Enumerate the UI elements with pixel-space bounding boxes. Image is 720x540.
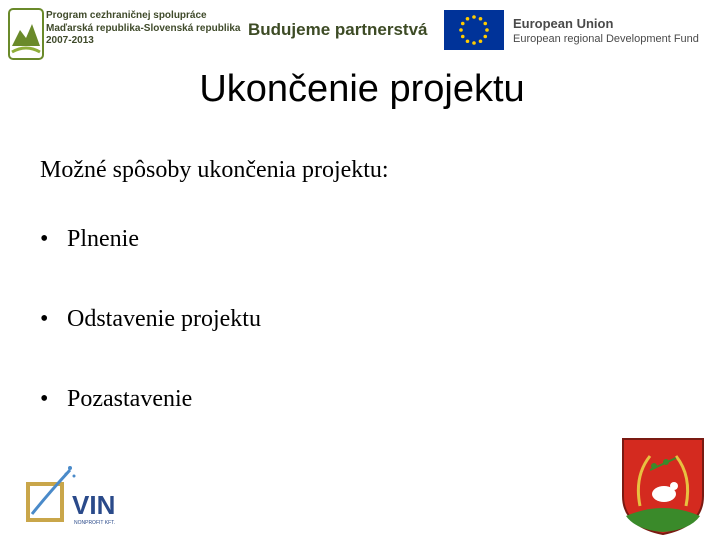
eu-star-icon: [479, 17, 483, 21]
slide-title-text: Ukončenie projektu: [199, 68, 525, 110]
bullet-text: Plnenie: [67, 226, 139, 252]
eu-star-icon: [461, 35, 465, 39]
bullet-icon: •: [40, 386, 49, 412]
eu-star-icon: [485, 28, 489, 32]
slide-title: [0, 68, 720, 111]
vin-logo-text: VIN: [72, 490, 116, 520]
program-line-2: Maďarská republika-Slovenská republika: [46, 22, 241, 34]
eu-star-icon: [479, 39, 483, 43]
eu-star-icon: [461, 22, 465, 26]
header-logos: [0, 0, 720, 66]
eu-star-icon: [483, 35, 487, 39]
eu-title: European Union: [513, 16, 614, 31]
vin-logo-sub: NONPROFIT KFT.: [74, 520, 116, 526]
program-text: [46, 10, 241, 48]
eu-star-icon: [472, 15, 476, 19]
program-line-3: 2007-2013: [46, 35, 94, 46]
vin-logo-icon: [26, 464, 146, 528]
slide-subtitle: Možné spôsoby ukončenia projektu:: [40, 157, 389, 183]
eu-star-icon: [466, 39, 470, 43]
bullet-text: Odstavenie projektu: [67, 306, 261, 332]
partnership-slogan: Budujeme partnerstvá: [248, 20, 428, 39]
bullet-icon: •: [40, 306, 49, 332]
eu-star-icon: [466, 17, 470, 21]
eu-star-icon: [483, 22, 487, 26]
bullet-text: Pozastavenie: [67, 386, 193, 412]
coat-of-arms-icon: [620, 436, 706, 536]
eu-subtitle: European regional Development Fund: [513, 33, 699, 45]
bullet-icon: •: [40, 226, 49, 252]
eu-star-icon: [472, 41, 476, 45]
program-line-1: Program cezhraničnej spolupráce: [46, 10, 207, 21]
eu-star-icon: [459, 28, 463, 32]
eu-flag-icon: [444, 10, 504, 50]
